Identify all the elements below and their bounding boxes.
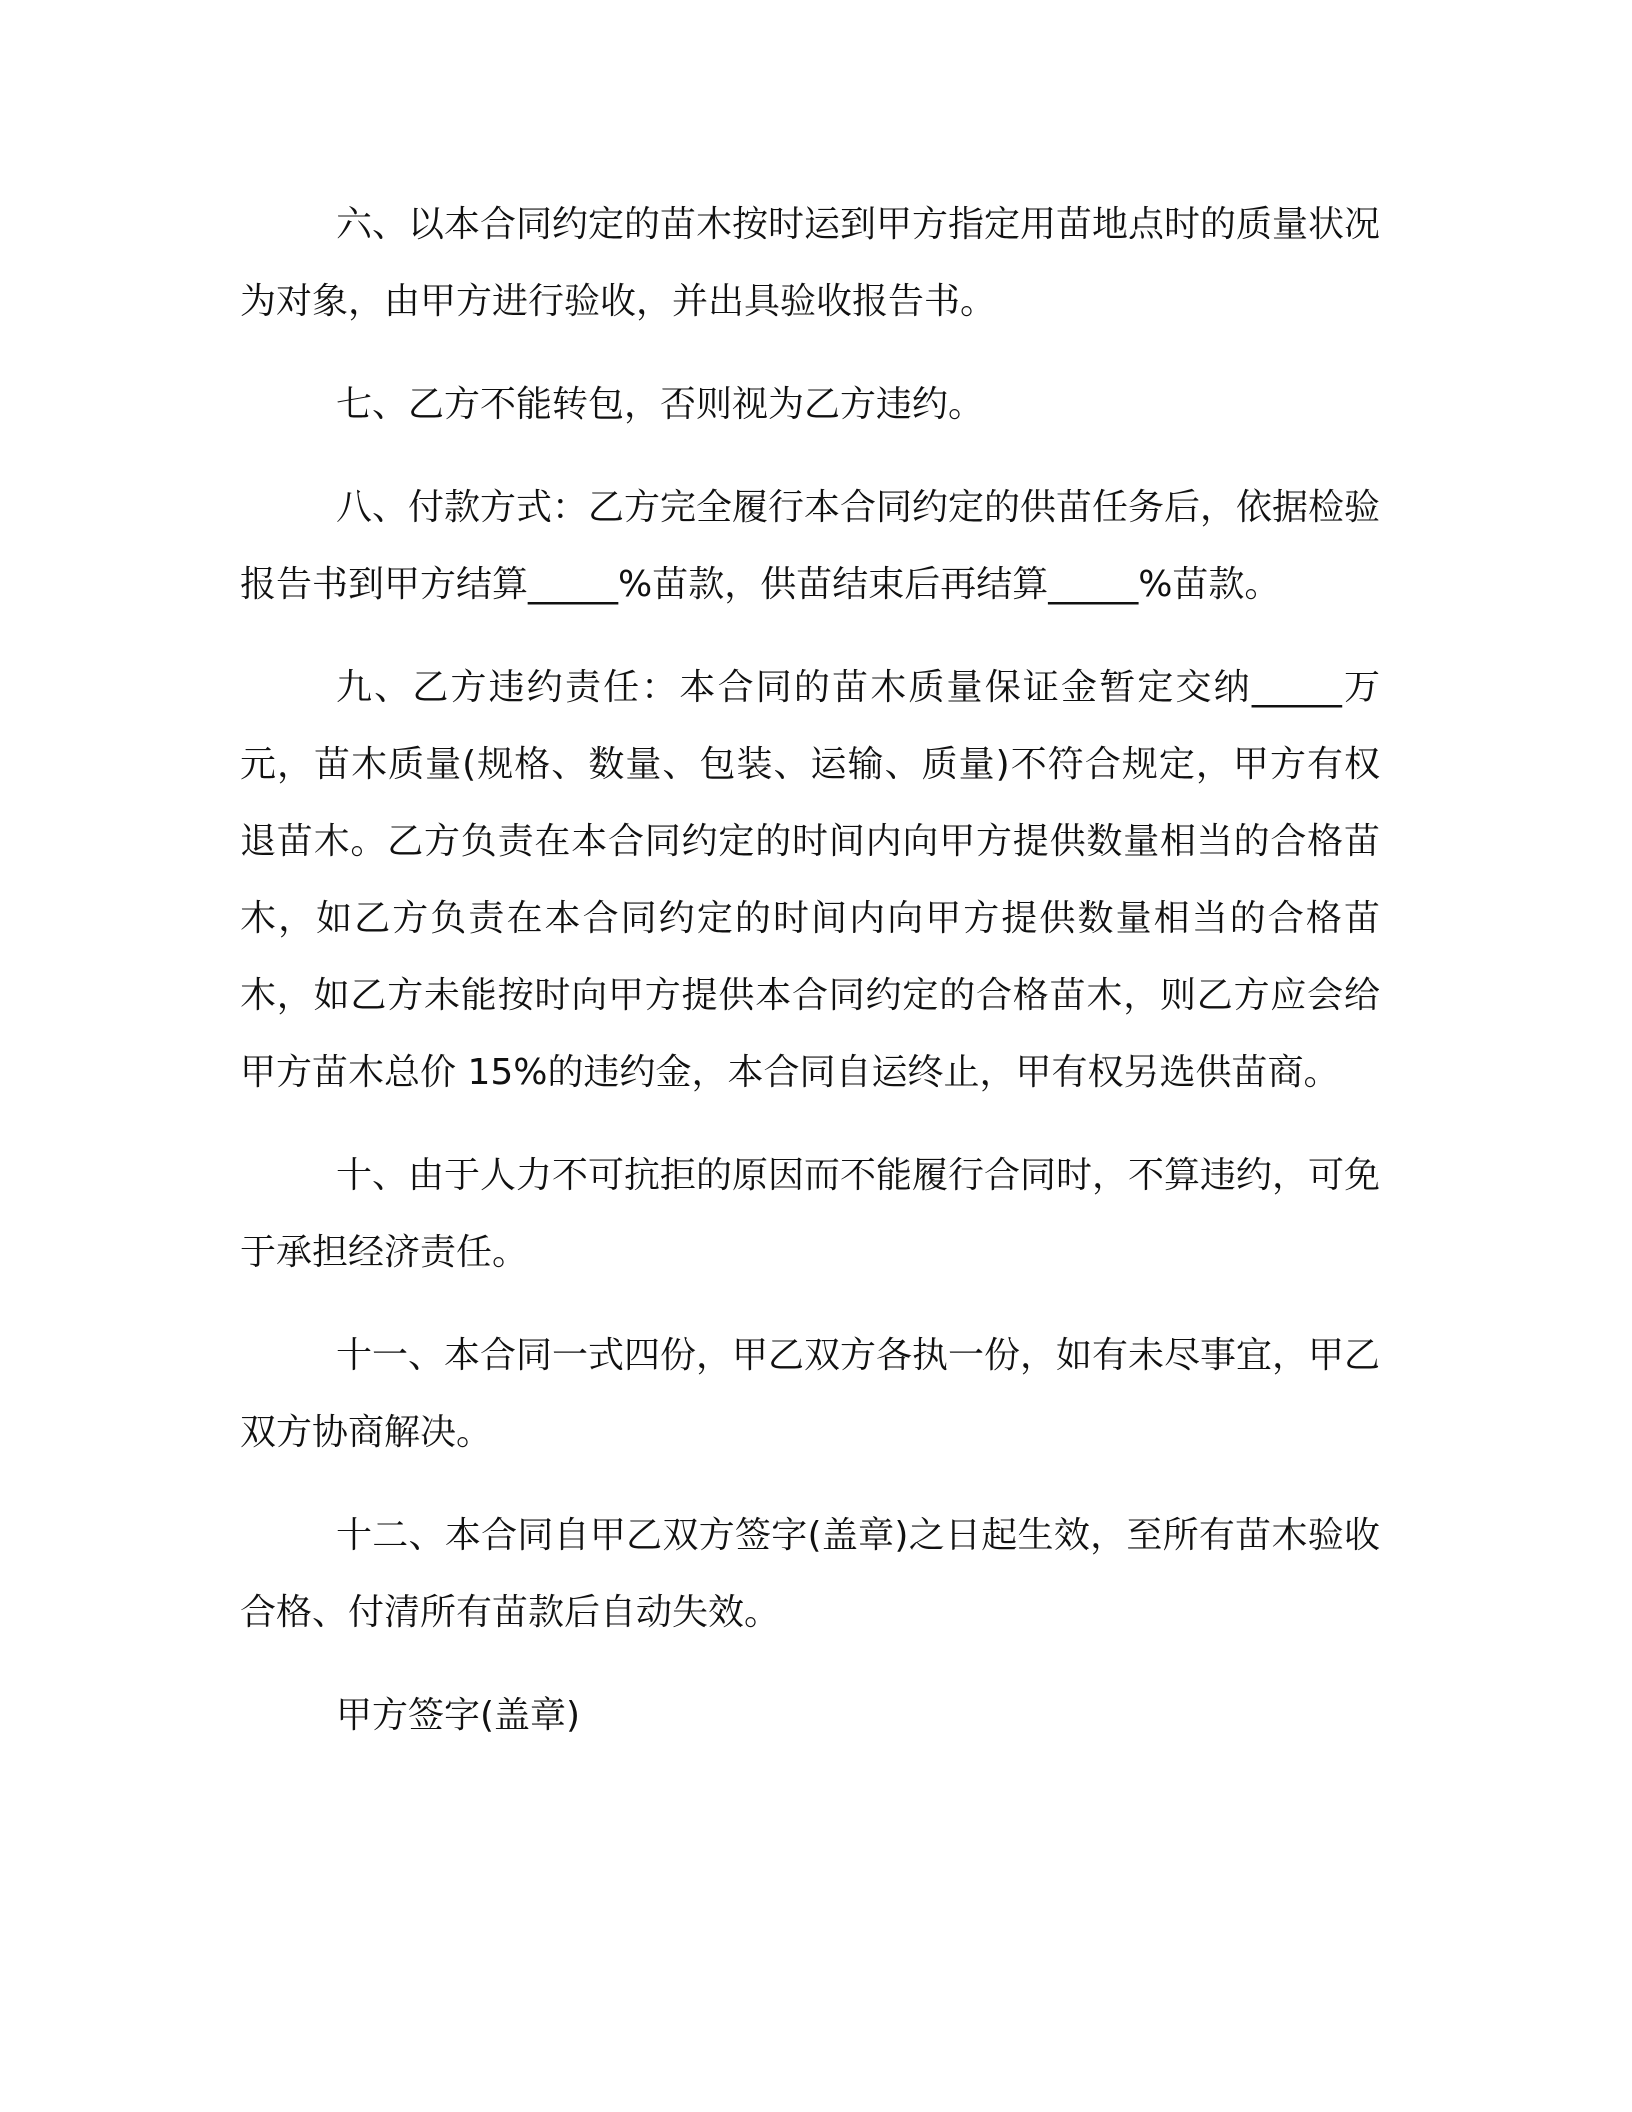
clause-9: 九、乙方违约责任：本合同的苗木质量保证金暂定交纳_____万元，苗木质量(规格、数量、包装、运输、质量)不符合规定，甲方有权退苗木。乙方负责在本合同约定的时间内向甲方提供数量相当的合格苗木，如乙方负责在本合同约定的时间内向甲方提供数量相当的合格苗木，如乙方未能按时向甲方提供本合同约定的合格苗木，则乙方应会给甲方苗木总价 15%的违约金，本合同自运终止，甲有权另选供苗商。 (240, 667, 1380, 1093)
clause-12: 十二、本合同自甲乙双方签字(盖章)之日起生效，至所有苗木验收合格、付清所有苗款后自动失效。 (240, 1515, 1380, 1633)
clause-8: 八、付款方式：乙方完全履行本合同约定的供苗任务后，依据检验报告书到甲方结算_____%苗款，供苗结束后再结算_____%苗款。 (240, 487, 1381, 605)
clause-10: 十、由于人力不可抗拒的原因而不能履行合同时，不算违约，可免于承担经济责任。 (240, 1155, 1381, 1273)
document-body (240, 186, 1380, 1780)
clause-7: 七、乙方不能转包，否则视为乙方违约。 (336, 384, 985, 425)
party-a-signature-line: 甲方签字(盖章) (336, 1695, 581, 1736)
clause-11: 十一、本合同一式四份，甲乙双方各执一份，如有未尽事宜，甲乙双方协商解决。 (240, 1335, 1381, 1453)
clause-6: 六、以本合同约定的苗木按时运到甲方指定用苗地点时的质量状况为对象，由甲方进行验收，并出具验收报告书。 (240, 204, 1381, 322)
